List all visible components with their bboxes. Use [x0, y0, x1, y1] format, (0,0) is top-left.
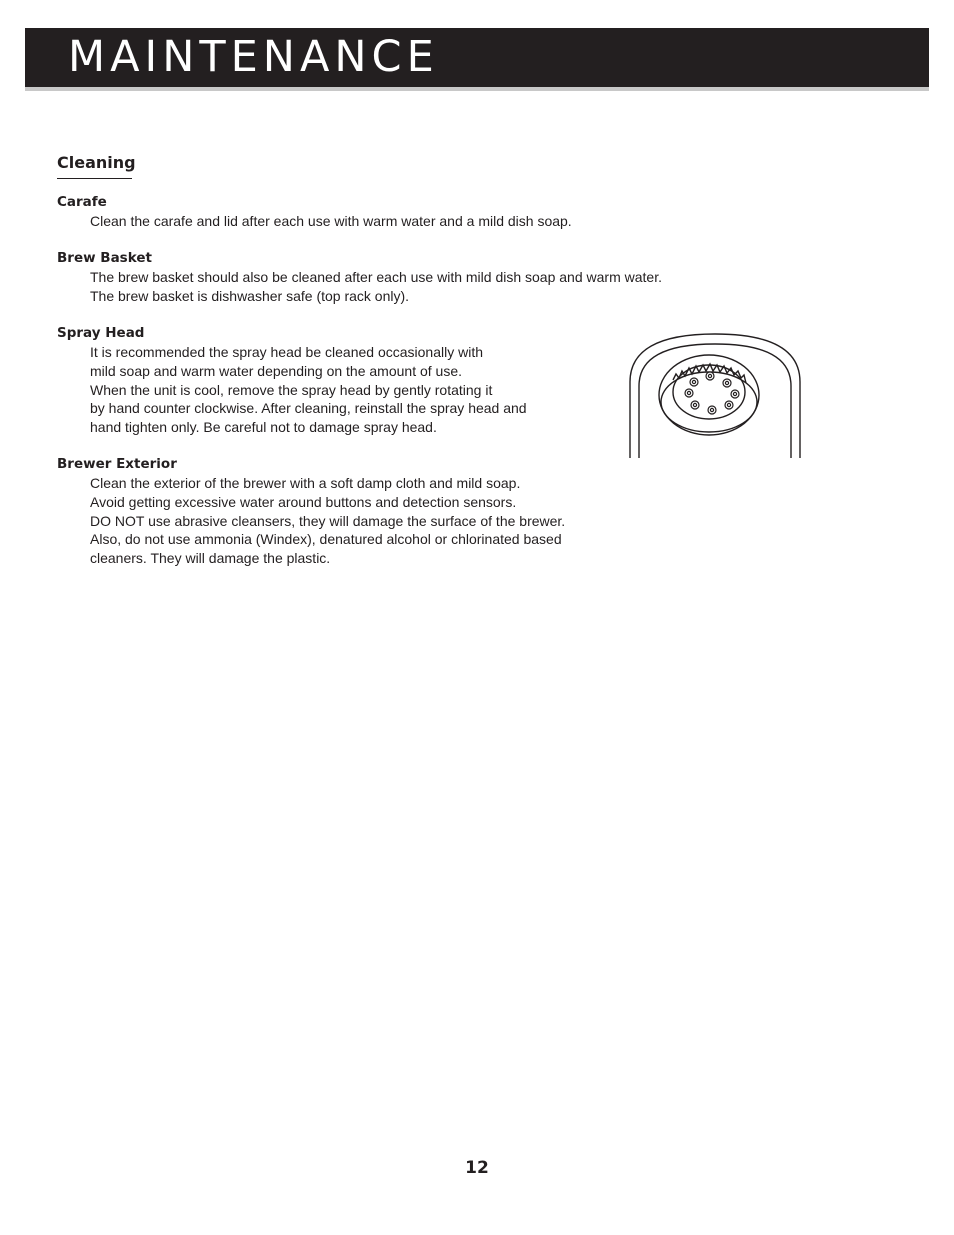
header-rule — [25, 87, 929, 91]
text-line: Clean the exterior of the brewer with a soft damp cloth and mild soap. — [90, 475, 521, 491]
text-line: cleaners. They will damage the plastic. — [90, 550, 331, 567]
heading-brewer-exterior: Brewer Exterior — [57, 456, 177, 472]
heading-spray-head: Spray Head — [57, 325, 145, 341]
text-line: DO NOT use abrasive cleansers, they will damage the surface of the brewer. — [90, 512, 566, 529]
text-line: It is recommended the spray head be cleaned occasionally with — [90, 344, 483, 360]
page-number: 12 — [465, 1158, 489, 1178]
text-line: The brew basket is dishwasher safe (top rack only). — [90, 287, 410, 304]
text-line: mild soap and warm water depending on the amount of use. — [90, 362, 463, 379]
text-line: Clean the carafe and lid after each use with warm water and a mild dish soap. — [90, 213, 572, 229]
heading-brew-basket: Brew Basket — [57, 250, 152, 266]
paragraph-brew-basket — [90, 268, 662, 306]
paragraph-brewer-exterior — [90, 474, 565, 568]
paragraph-spray-head — [90, 343, 527, 437]
text-line: Also, do not use ammonia (Windex), denatured alcohol or chlorinated based — [90, 531, 562, 548]
page-title: MAINTENANCE — [68, 32, 439, 82]
section-title-cleaning: Cleaning — [57, 153, 136, 172]
text-line: by hand counter clockwise. After cleaning, reinstall the spray head and — [90, 400, 527, 417]
text-line: hand tighten only. Be careful not to damage spray head. — [90, 419, 437, 436]
text-line: When the unit is cool, remove the spray head by gently rotating it — [90, 381, 493, 398]
heading-carafe: Carafe — [57, 194, 107, 210]
paragraph-carafe — [90, 212, 572, 231]
section-underline — [57, 178, 132, 179]
spray-head-illustration-icon — [624, 330, 806, 462]
text-line: Avoid getting excessive water around buttons and detection sensors. — [90, 493, 517, 510]
text-line: The brew basket should also be cleaned after each use with mild dish soap and warm water. — [90, 269, 662, 285]
